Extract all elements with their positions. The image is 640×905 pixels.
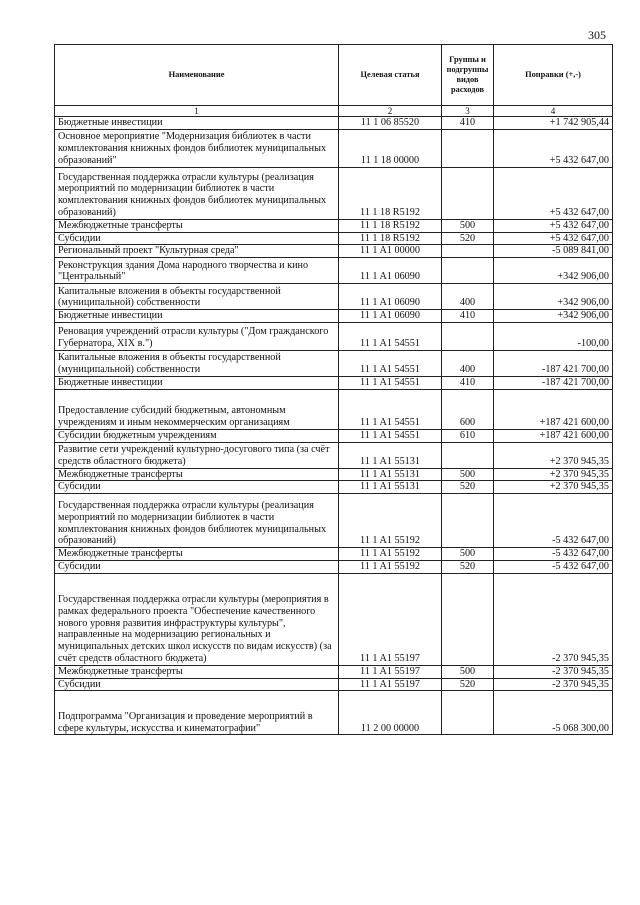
table-row [55,678,613,691]
row-name: Капитальные вложения в объекты государственной (муниципальной) собственности [55,284,339,310]
row-target-code: 11 1 18 R5192 [339,219,442,232]
row-target-code: 11 1 A1 00000 [339,245,442,258]
row-name: Бюджетные инвестиции [55,310,339,323]
row-expense-group [442,258,494,284]
row-amount: +2 370 945,35 [494,481,613,494]
row-target-code: 11 1 A1 06090 [339,258,442,284]
row-name: Реконструкция здания Дома народного творчества и кино "Центральный" [55,258,339,284]
row-target-code: 11 1 A1 55131 [339,468,442,481]
row-name: Региональный проект "Культурная среда" [55,245,339,258]
row-name: Реновация учреждений отрасли культуры ("Дом гражданского Губернатора, XIX в.") [55,322,339,350]
table-row [55,494,613,548]
row-target-code: 11 2 00 00000 [339,691,442,735]
row-expense-group [442,322,494,350]
table-row [55,560,613,573]
row-expense-group: 520 [442,560,494,573]
row-amount: -187 421 700,00 [494,350,613,376]
row-expense-group: 520 [442,232,494,245]
row-amount: +5 432 647,00 [494,232,613,245]
row-name: Развитие сети учреждений культурно-досугового типа (за счёт средств областного бюджета) [55,442,339,468]
row-amount: +187 421 600,00 [494,389,613,429]
table-row [55,481,613,494]
row-target-code: 11 1 18 R5192 [339,167,442,219]
row-target-code: 11 1 18 00000 [339,129,442,167]
column-number: 4 [494,106,613,117]
row-amount: +2 370 945,35 [494,442,613,468]
table-row [55,665,613,678]
table-row [55,429,613,442]
row-expense-group: 520 [442,481,494,494]
row-name: Государственная поддержка отрасли культуры (мероприятия в рамках федерального проекта "Обеспечение качественного нового уровня развития инфраструктуры культуры", направленные на модернизацию региональных и муниципальных детских школ искусств по видам искусств) (за счёт средств областного бюджета) [55,573,339,665]
column-number: 1 [55,106,339,117]
row-amount: +187 421 600,00 [494,429,613,442]
row-amount: +5 432 647,00 [494,129,613,167]
row-amount: +1 742 905,44 [494,117,613,130]
row-expense-group [442,494,494,548]
budget-amendments-table [54,44,613,735]
table-body [55,117,613,735]
row-expense-group: 410 [442,117,494,130]
row-amount: -5 068 300,00 [494,691,613,735]
table-row [55,219,613,232]
row-expense-group: 500 [442,468,494,481]
page-number: 305 [588,28,606,42]
row-amount: -5 089 841,00 [494,245,613,258]
table-row [55,129,613,167]
table-row [55,691,613,735]
header-row [55,45,613,106]
row-amount: -2 370 945,35 [494,678,613,691]
row-target-code: 11 1 A1 55131 [339,481,442,494]
table-row [55,548,613,561]
row-amount: -2 370 945,35 [494,573,613,665]
table-row [55,376,613,389]
row-name: Подпрограмма "Организация и проведение мероприятий в сфере культуры, искусства и кинематографии" [55,691,339,735]
row-expense-group [442,245,494,258]
row-name: Государственная поддержка отрасли культуры (реализация мероприятий по модернизации библиотек в части комплектования книжных фондов библиотек муниципальных образований) [55,494,339,548]
row-name: Капитальные вложения в объекты государственной (муниципальной) собственности [55,350,339,376]
row-expense-group [442,573,494,665]
table-row [55,310,613,323]
row-expense-group: 410 [442,310,494,323]
column-number-row [55,106,613,117]
row-target-code: 11 1 A1 06090 [339,284,442,310]
row-target-code: 11 1 A1 54551 [339,429,442,442]
row-name: Субсидии бюджетным учреждениям [55,429,339,442]
header-expense-group: Группы и подгруппы видов расходов [442,45,494,106]
row-expense-group: 520 [442,678,494,691]
row-name: Субсидии [55,481,339,494]
table-row [55,167,613,219]
row-name: Межбюджетные трансферты [55,219,339,232]
table-row [55,442,613,468]
row-target-code: 11 1 18 R5192 [339,232,442,245]
row-name: Бюджетные инвестиции [55,117,339,130]
row-amount: -2 370 945,35 [494,665,613,678]
row-amount: +5 432 647,00 [494,219,613,232]
table-row [55,350,613,376]
row-amount: +5 432 647,00 [494,167,613,219]
row-amount: -187 421 700,00 [494,376,613,389]
row-amount: +342 906,00 [494,310,613,323]
row-name: Межбюджетные трансферты [55,548,339,561]
row-name: Основное мероприятие "Модернизация библиотек в части комплектования книжных фондов библиотек муниципальных образований" [55,129,339,167]
row-target-code: 11 1 A1 54551 [339,376,442,389]
table-row [55,573,613,665]
row-target-code: 11 1 A1 55192 [339,560,442,573]
row-target-code: 11 1 A1 55192 [339,548,442,561]
row-target-code: 11 1 A1 54551 [339,389,442,429]
row-target-code: 11 1 A1 55131 [339,442,442,468]
row-expense-group: 400 [442,350,494,376]
table-row [55,245,613,258]
row-target-code: 11 1 A1 55197 [339,665,442,678]
header-target-code: Целевая статья [339,45,442,106]
row-name: Государственная поддержка отрасли культуры (реализация мероприятий по модернизации библиотек в части комплектования книжных фондов библиотек муниципальных образований) [55,167,339,219]
row-target-code: 11 1 06 85520 [339,117,442,130]
row-expense-group: 400 [442,284,494,310]
table-row [55,117,613,130]
row-target-code: 11 1 A1 55197 [339,573,442,665]
row-expense-group: 610 [442,429,494,442]
table-row [55,468,613,481]
column-number: 3 [442,106,494,117]
table-row [55,284,613,310]
row-name: Межбюджетные трансферты [55,665,339,678]
row-expense-group [442,167,494,219]
row-amount: -5 432 647,00 [494,560,613,573]
row-name: Субсидии [55,560,339,573]
row-expense-group [442,129,494,167]
row-expense-group: 500 [442,665,494,678]
row-target-code: 11 1 A1 54551 [339,350,442,376]
row-name: Межбюджетные трансферты [55,468,339,481]
row-target-code: 11 1 A1 55197 [339,678,442,691]
row-name: Субсидии [55,232,339,245]
row-amount: +342 906,00 [494,284,613,310]
row-expense-group [442,442,494,468]
row-target-code: 11 1 A1 06090 [339,310,442,323]
row-amount: -100,00 [494,322,613,350]
row-amount: +2 370 945,35 [494,468,613,481]
row-target-code: 11 1 A1 54551 [339,322,442,350]
column-number: 2 [339,106,442,117]
table-row [55,232,613,245]
row-name: Бюджетные инвестиции [55,376,339,389]
row-amount: +342 906,00 [494,258,613,284]
header-amendments: Поправки (+,-) [494,45,613,106]
row-name: Субсидии [55,678,339,691]
row-target-code: 11 1 A1 55192 [339,494,442,548]
table-row [55,258,613,284]
row-expense-group [442,691,494,735]
table-row [55,389,613,429]
row-expense-group: 410 [442,376,494,389]
row-expense-group: 500 [442,219,494,232]
row-amount: -5 432 647,00 [494,548,613,561]
row-expense-group: 500 [442,548,494,561]
header-name: Наименование [55,45,339,106]
table-row [55,322,613,350]
row-expense-group: 600 [442,389,494,429]
row-name: Предоставление субсидий бюджетным, автономным учреждениям и иным некоммерческим организациям [55,389,339,429]
row-amount: -5 432 647,00 [494,494,613,548]
